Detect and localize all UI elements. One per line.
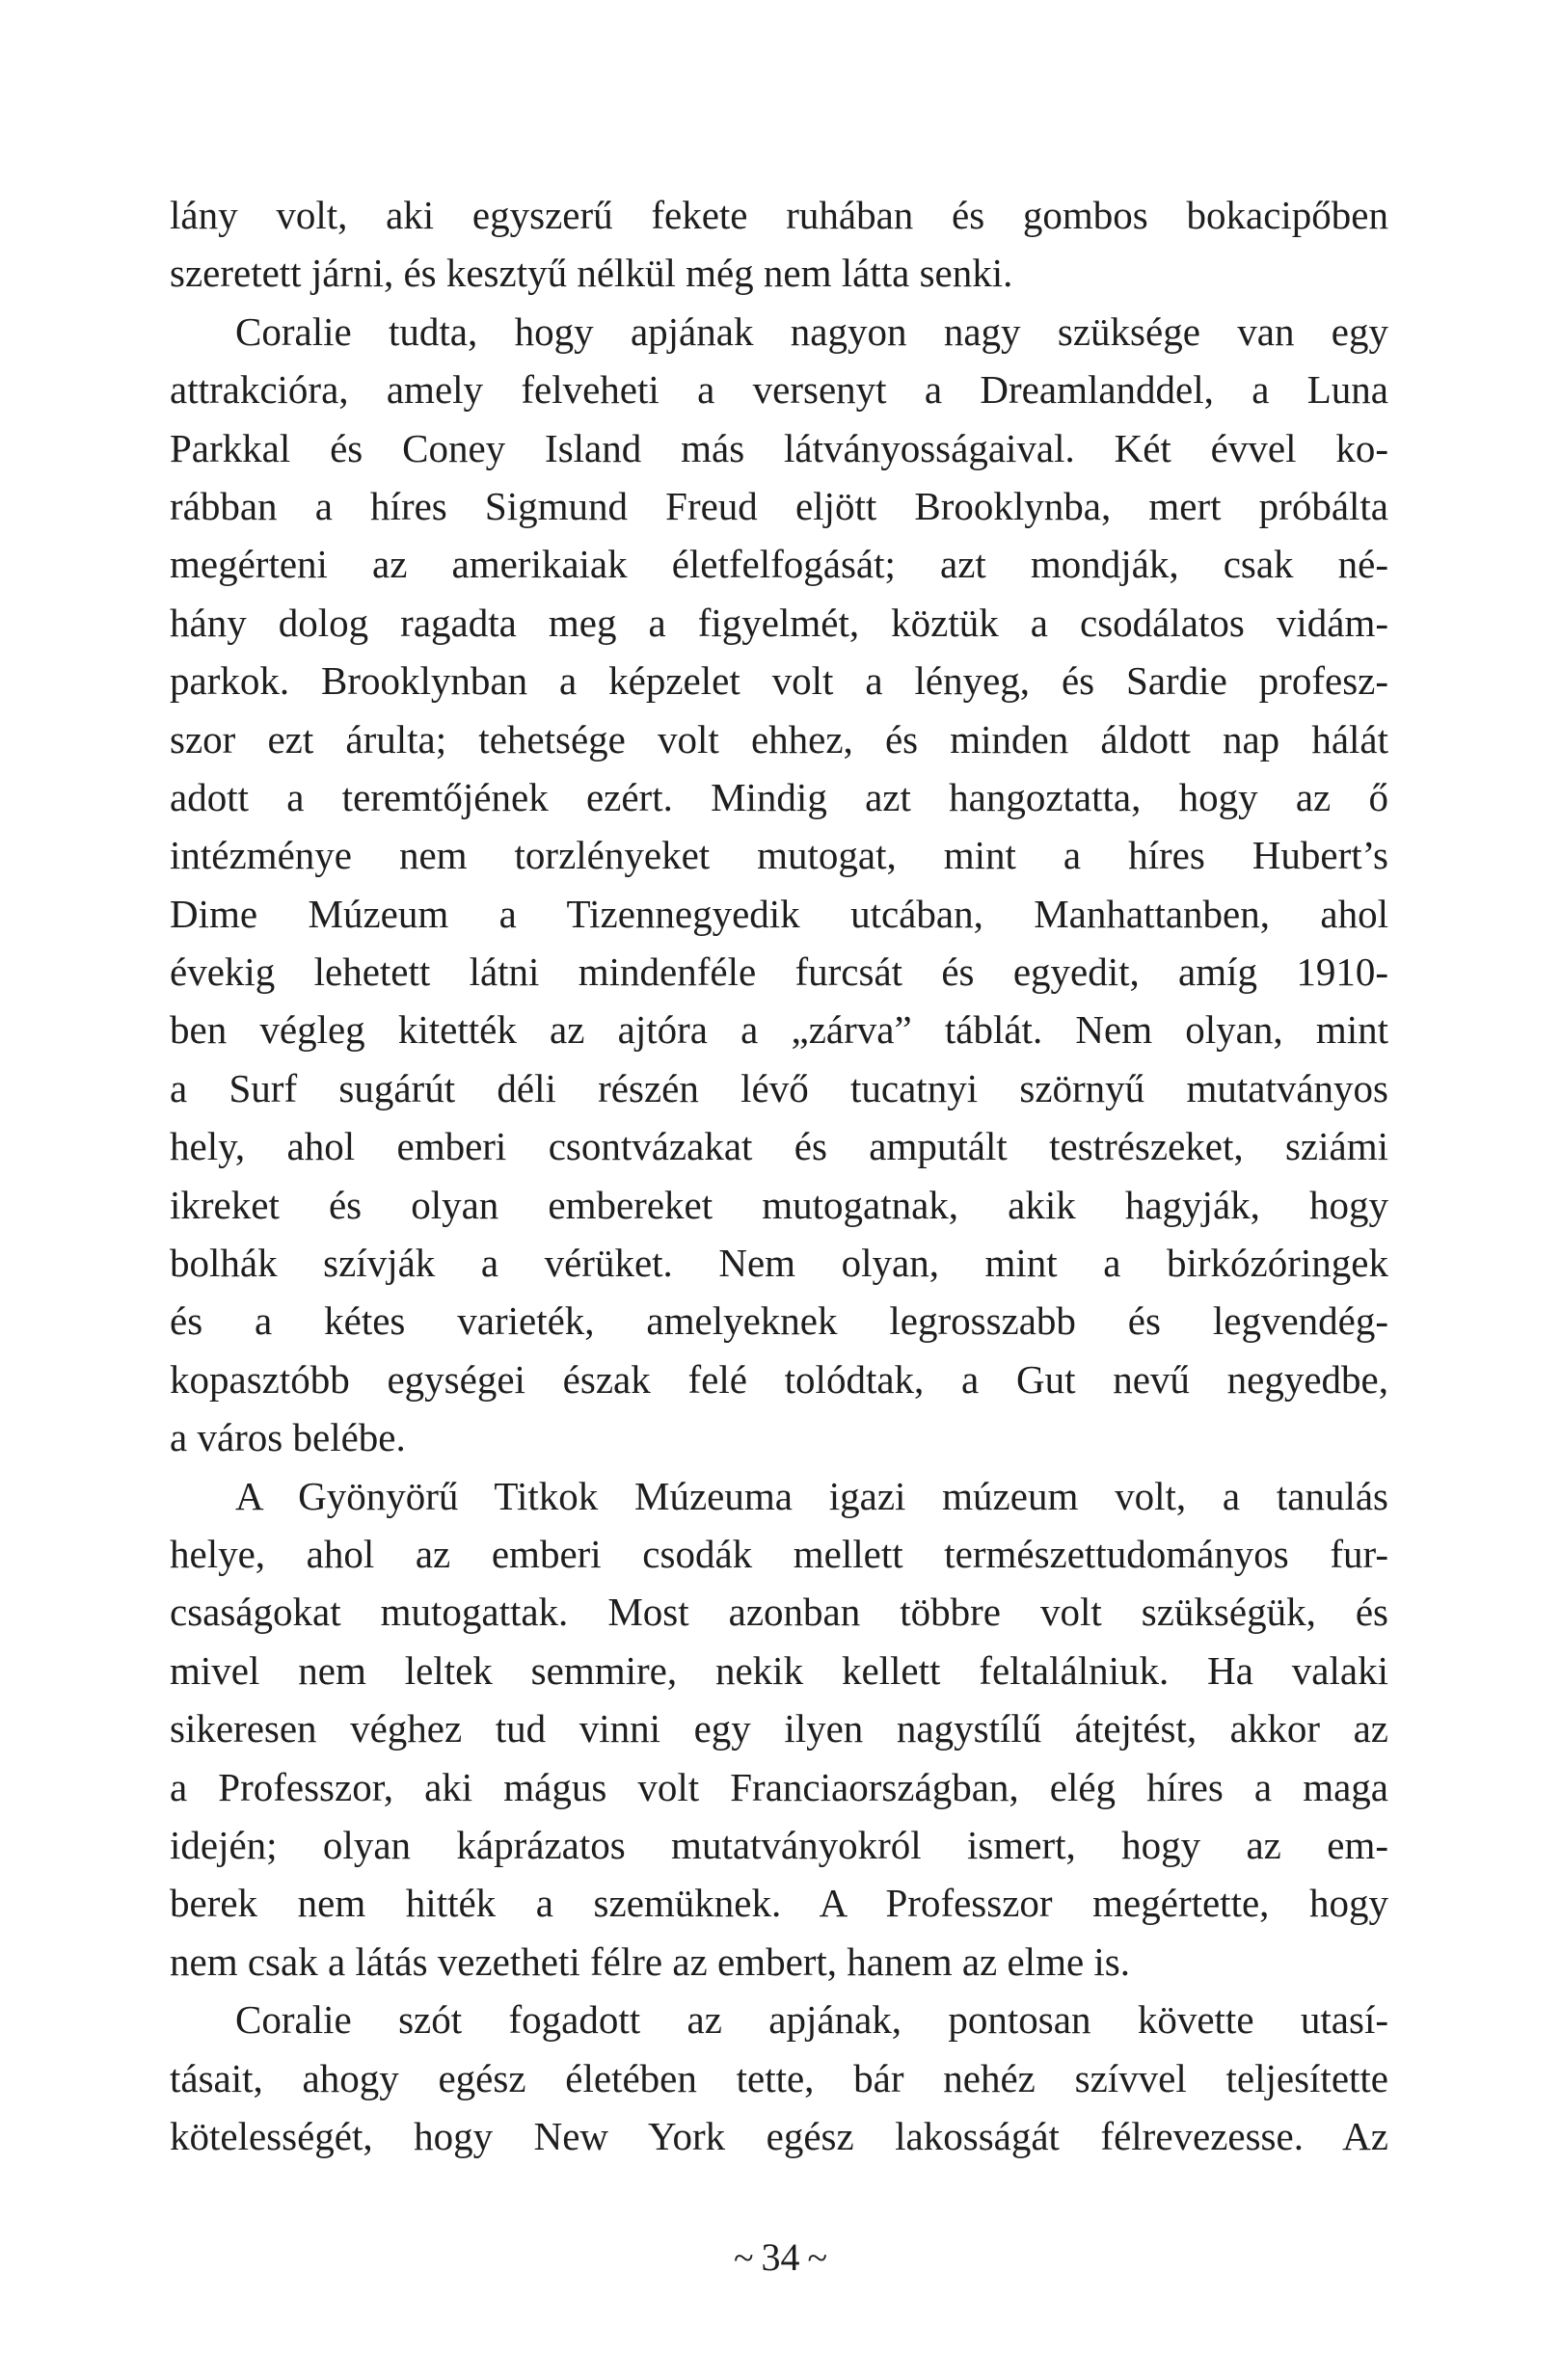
text-line: megérteni az amerikaiak életfelfogását; azt mondják, csak né- xyxy=(170,542,1388,587)
text-line: A Gyönyörű Titkok Múzeuma igazi múzeum volt, a tanulás xyxy=(235,1473,1388,1518)
tilde-ornament-right-icon: ~ xyxy=(807,2238,828,2279)
text-line: intézménye nem torzlényeket mutogat, mint a híres Hubert’s xyxy=(170,833,1388,878)
paragraph xyxy=(170,303,1388,1467)
text-line: nem csak a látás vezetheti félre az embert, hanem az elme is. xyxy=(170,1939,1131,1984)
text-line: mivel nem leltek semmire, nekik kellett feltalálniuk. Ha valaki xyxy=(170,1647,1388,1693)
body-text xyxy=(170,186,1388,2165)
text-line: a város belébe. xyxy=(170,1415,406,1460)
text-line: Coralie szót fogadott az apjának, pontosan követte utasí- xyxy=(235,1997,1388,2043)
text-line: évekig lehetett látni mindenféle furcsát és egyedit, amíg 1910- xyxy=(170,949,1388,995)
page-number: 34 xyxy=(761,2235,800,2279)
text-line: adott a teremtőjének ezért. Mindig azt hangoztatta, hogy az ő xyxy=(170,774,1388,819)
tilde-ornament-left-icon: ~ xyxy=(733,2238,754,2279)
text-line: idején; olyan káprázatos mutatványokról ismert, hogy az em- xyxy=(170,1822,1388,1867)
text-line: lány volt, aki egyszerű fekete ruhában és gombos bokacipőben xyxy=(170,193,1388,237)
text-line: Dime Múzeum a Tizennegyedik utcában, Manhattanben, ahol xyxy=(170,891,1388,936)
text-line: parkok. Brooklynban a képzelet volt a lényeg, és Sardie profesz- xyxy=(170,658,1388,704)
text-line: hány dolog ragadta meg a figyelmét, köztük a csodálatos vidám- xyxy=(170,600,1388,645)
text-line: bolhák szívják a vérüket. Nem olyan, mint a birkózóringek xyxy=(170,1241,1388,1286)
text-line: sikeresen véghez tud vinni egy ilyen nagystílű átejtést, akkor az xyxy=(170,1706,1388,1752)
text-line: és a kétes varieték, amelyeknek legrosszabb és legvendég- xyxy=(170,1298,1388,1344)
text-line: kötelességét, hogy New York egész lakosságát félrevezesse. Az xyxy=(170,2113,1388,2158)
paragraph xyxy=(170,186,1388,303)
paragraph xyxy=(170,1991,1388,2165)
text-line: ben végleg kitették az ajtóra a „zárva” táblát. Nem olyan, mint xyxy=(170,1007,1388,1053)
text-line: szeretett járni, és kesztyű nélkül még nem látta senki. xyxy=(170,251,1013,296)
text-line: berek nem hitték a szemüknek. A Professzor megértette, hogy xyxy=(170,1881,1388,1926)
text-line: csaságokat mutogattak. Most azonban többre volt szükségük, és xyxy=(170,1590,1388,1635)
text-line: hely, ahol emberi csontvázakat és amputált testrészeket, sziámi xyxy=(170,1124,1388,1169)
page-footer xyxy=(0,2234,1561,2280)
text-line: tásait, ahogy egész életében tette, bár nehéz szívvel teljesítette xyxy=(170,2055,1388,2100)
text-line: helye, ahol az emberi csodák mellett természettudományos fur- xyxy=(170,1531,1388,1576)
text-line: a Surf sugárút déli részén lévő tucatnyi szörnyű mutatványos xyxy=(170,1065,1388,1110)
text-line: attrakcióra, amely felveheti a versenyt a Dreamlanddel, a Luna xyxy=(170,367,1388,413)
text-line: Parkkal és Coney Island más látványosságaival. Két évvel ko- xyxy=(170,425,1388,470)
text-line: rábban a híres Sigmund Freud eljött Brooklynba, mert próbálta xyxy=(170,483,1388,528)
text-line: a Professzor, aki mágus volt Franciaországban, elég híres a maga xyxy=(170,1764,1388,1809)
text-line: kopasztóbb egységei észak felé tolódtak, a Gut nevű negyedbe, xyxy=(170,1356,1388,1402)
text-line: szor ezt árulta; tehetsége volt ehhez, és minden áldott nap hálát xyxy=(170,716,1388,762)
text-line: Coralie tudta, hogy apjának nagyon nagy szüksége van egy xyxy=(235,308,1388,354)
text-line: ikreket és olyan embereket mutogatnak, akik hagyják, hogy xyxy=(170,1182,1388,1227)
paragraph xyxy=(170,1467,1388,1992)
